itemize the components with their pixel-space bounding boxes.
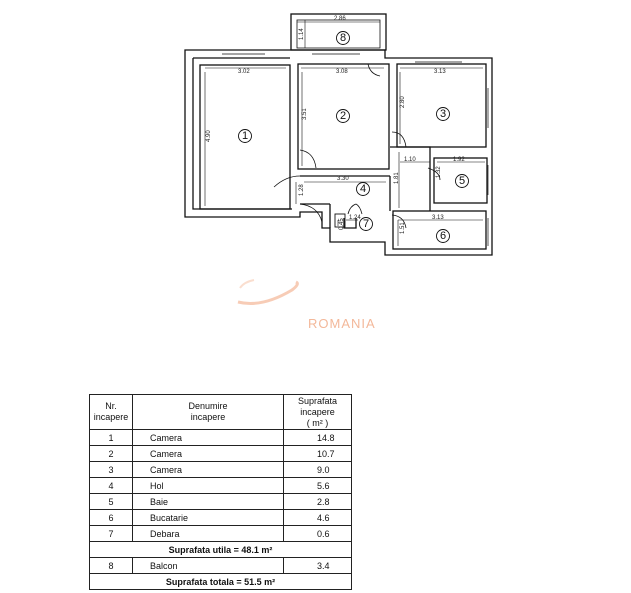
dim-room2-width: 3.08 [336,69,348,75]
dim-balcony-depth: 1.14 [299,28,305,40]
dim-kitchen-depth: 1.51 [400,222,406,234]
grand-total: Suprafata totala = 51.5 m² [90,574,352,590]
dim-hall-length: 3.30 [337,176,349,182]
header-room-area: Suprafata incapere ( m² ) [284,395,352,430]
dim-room1-length: 4.90 [206,130,212,142]
room-number-5: 5 [458,175,466,187]
table-row: 5 Baie 2.8 [90,494,352,510]
table-row: 4 Hol 5.6 [90,478,352,494]
dim-kitchen-width: 3.13 [432,215,444,221]
useful-area-total: Suprafata utila = 48.1 m² [90,542,352,558]
table-row: 3 Camera 9.0 [90,462,352,478]
table-row: 7 Debara 0.6 [90,526,352,542]
dim-room3-width: 3.13 [434,69,446,75]
table-row: 1 Camera 14.8 [90,430,352,446]
dim-balcony-width: 2.86 [334,16,346,22]
dim-room2-length: 3.51 [302,108,308,120]
room-3-outline [397,64,486,147]
header-room-name: Denumire incapere [133,395,284,430]
room-number-6: 6 [439,230,447,242]
grand-total-row [90,574,352,590]
dim-bath-width: 1.92 [453,157,465,163]
header-room-number: Nr. incapere [90,395,133,430]
room-number-1: 1 [241,130,249,142]
room-number-3: 3 [439,108,447,120]
watermark-logo [238,280,297,304]
dim-hall-niche: 1.10 [404,157,416,163]
table-row: 6 Bucatarie 4.6 [90,510,352,526]
dim-hall-entry: 1.28 [299,184,305,196]
dim-room1-width: 3.02 [238,69,250,75]
room-number-4: 4 [359,183,367,195]
table-row: 2 Camera 10.7 [90,446,352,462]
dim-closet-width: 1.24 [349,215,361,221]
dim-bath-depth: 1.32 [436,166,442,178]
dim-hall-depth: 1.81 [394,172,400,184]
watermark-text: ROMANIA [308,316,376,331]
room-number-7: 7 [362,218,370,230]
table-row: 8 Balcon 3.4 [90,558,352,574]
useful-area-total-row [90,542,352,558]
dim-closet-depth: 0.45 [339,218,345,230]
room-number-2: 2 [339,110,347,122]
room-area-table [89,394,352,590]
dim-room3-length: 2.80 [400,96,406,108]
room-number-8: 8 [339,32,347,44]
